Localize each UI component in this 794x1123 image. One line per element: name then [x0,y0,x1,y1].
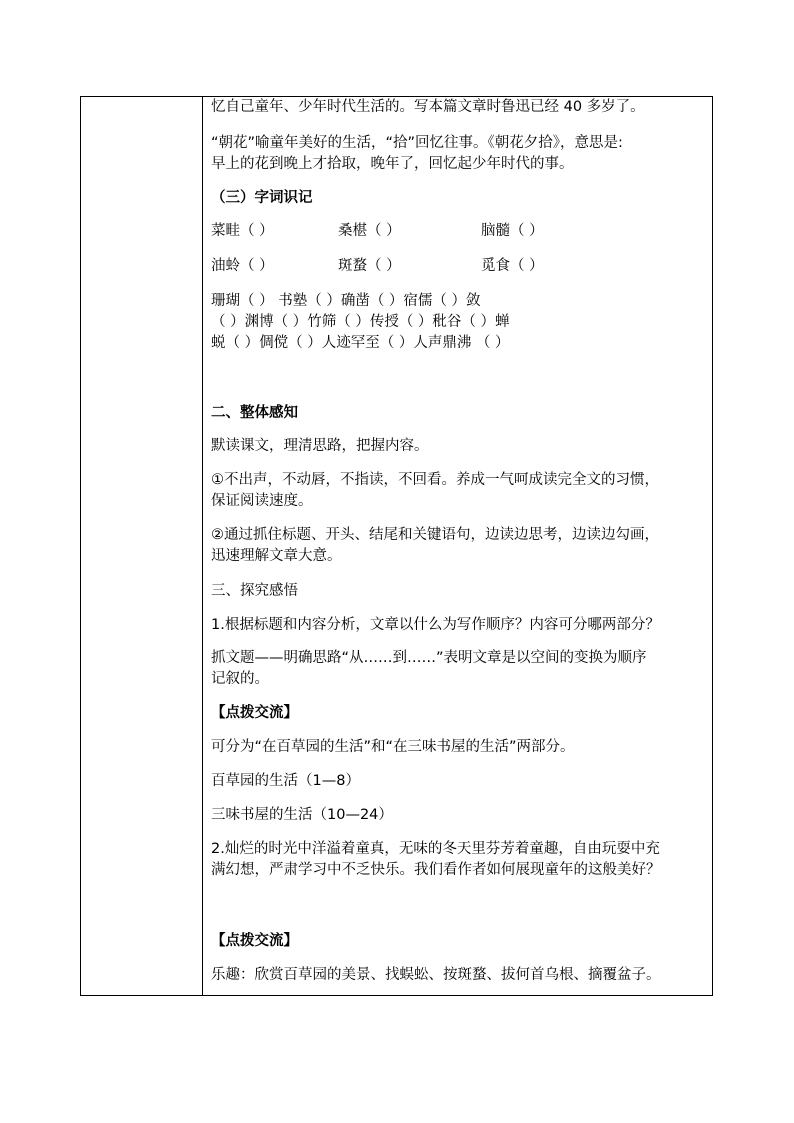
question-2-line-1: 2.灿烂的时光中洋溢着童真，无味的冬天里芬芳着童趣，自由玩耍中充 [211,841,660,857]
part-2: 三味书屋的生活（10—24） [211,807,393,823]
meaning-line-1: “朝花”喻童年美好的生活，“拾”回忆往事。《朝花夕拾》，意思是: [211,135,623,151]
answer-1-line-1: 抓文题——明确思路“从……到……”表明文章是以空间的变换为顺序 [211,650,647,666]
answer-1-line-2: 记叙的。 [211,671,269,687]
vocab-item: 菜畦（ ） [211,223,274,239]
tip-2-line-1: ②通过抓住标题、开头、结尾和关键语句，边读边思考，边读边勾画， [211,527,659,543]
discuss-heading-2: 【点拨交流】 [211,933,298,949]
read-instruction: 默读课文，理清思路，把握内容。 [211,438,429,454]
vocab-item: 油蛉（ ） [211,258,274,274]
question-2-line-2: 满幻想，严肃学习中不乏快乐。我们看作者如何展现童年的这般美好？ [211,862,661,878]
section-2-heading: 二、整体感知 [211,405,298,421]
vocab-line-4: （ ）渊博（ ）竹筛（ ）传授（ ）秕谷（ ）蝉 [211,314,510,330]
lesson-table [80,96,713,996]
tip-1-line-1: ①不出声，不动唇，不指读，不回看。养成一气呵成读完全文的习惯， [211,472,659,488]
discuss-heading-1: 【点拨交流】 [211,705,298,721]
intro-line: 忆自己童年、少年时代生活的。写本篇文章时鲁迅已经 40 多岁了。 [211,99,645,115]
section-3-heading: 三、探究感悟 [211,583,298,599]
table-left-column [81,97,203,995]
parts-line: 可分为“在百草园的生活”和“在三味书屋的生活”两部分。 [211,739,575,755]
vocab-line-3: 珊瑚（ ） 书塾（ ）确凿（ ）宿儒（ ）敛 [211,293,481,309]
vocab-line-5: 蜕（ ）倜傥（ ）人迹罕至（ ）人声鼎沸 （ ） [211,335,510,351]
tip-2-line-2: 迅速理解文章大意。 [211,548,342,564]
vocab-heading: （三）字词识记 [211,190,313,206]
vocab-item: 桑椹（ ） [338,223,401,239]
question-1: 1.根据标题和内容分析，文章以什么为写作顺序？内容可分哪两部分？ [211,617,660,633]
fun-line: 乐趣：欣赏百草园的美景、找蜈蚣、按斑蝥、拔何首乌根、摘覆盆子。 [211,967,661,983]
part-1: 百草园的生活（1—8） [211,773,360,789]
meaning-line-2: 早上的花到晚上才拾取，晚年了，回忆起少年时代的事。 [211,156,574,172]
vocab-item: 斑蝥（ ） [338,258,401,274]
vocab-item: 脑髓（ ） [481,223,544,239]
vocab-item: 觅食（ ） [481,258,544,274]
tip-1-line-2: 保证阅读速度。 [211,493,313,509]
